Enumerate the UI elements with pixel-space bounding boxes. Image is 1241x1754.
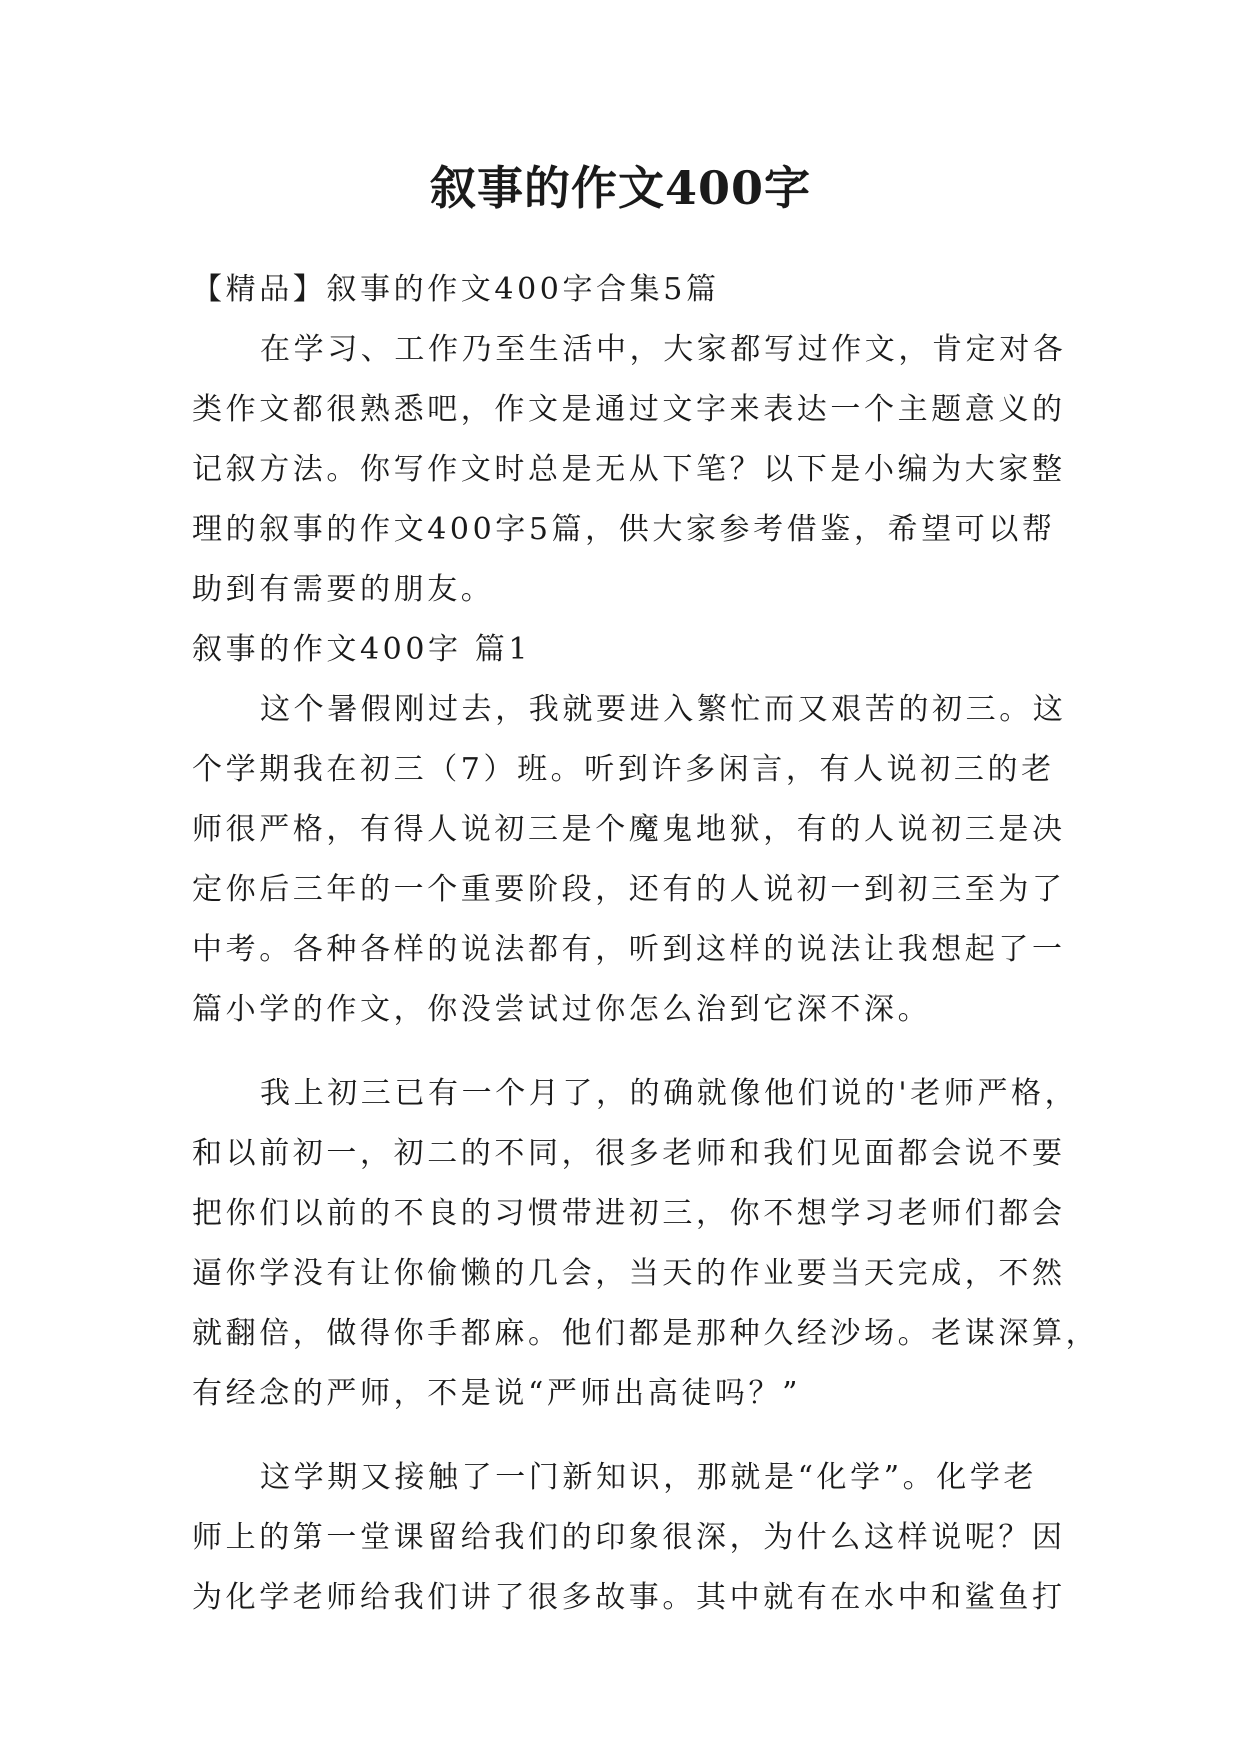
paragraph-line: 篇小学的作文，你没尝试过你怎么治到它深不深。: [192, 992, 932, 1027]
document-subtitle: 【精品】叙事的作文400字合集5篇: [192, 272, 720, 307]
paragraph-line: 我上初三已有一个月了，的确就像他们说的'老师严格，: [260, 1076, 1079, 1111]
intro-line: 理的叙事的作文400字5篇，供大家参考借鉴，希望可以帮: [192, 512, 1056, 547]
document-title: 叙事的作文400字: [429, 161, 812, 215]
paragraph-line: 个学期我在初三（7）班。听到许多闲言，有人说初三的老: [192, 752, 1055, 787]
paragraph-2: [192, 1064, 1100, 1424]
paragraph-line: 有经念的严师，不是说“严师出高徒吗？”: [192, 1376, 802, 1411]
paragraph-line: 把你们以前的不良的习惯带进初三，你不想学习老师们都会: [192, 1196, 1066, 1231]
paragraph-spacer: [192, 1424, 1062, 1448]
paragraph-line: 师很严格，有得人说初三是个魔鬼地狱，有的人说初三是决: [192, 812, 1066, 847]
section-heading: 叙事的作文400字 篇1: [192, 632, 532, 667]
paragraph-line: 这学期又接触了一门新知识，那就是“化学”。化学老: [260, 1460, 1038, 1495]
paragraph-3: [192, 1448, 1066, 1628]
paragraph-line: 为化学老师给我们讲了很多故事。其中就有在水中和鲨鱼打: [192, 1580, 1066, 1615]
intro-line: 记叙方法。你写作文时总是无从下笔？以下是小编为大家整: [192, 452, 1066, 487]
paragraph-line: 中考。各种各样的说法都有，听到这样的说法让我想起了一: [192, 932, 1066, 967]
paragraph-line: 和以前初一，初二的不同，很多老师和我们见面都会说不要: [192, 1136, 1066, 1171]
intro-line: 在学习、工作乃至生活中，大家都写过作文，肯定对各: [260, 332, 1067, 367]
paragraph-spacer: [192, 1040, 1062, 1064]
intro-line: 助到有需要的朋友。: [192, 572, 495, 607]
document-body: [192, 260, 1100, 1628]
intro-line: 类作文都很熟悉吧，作文是通过文字来表达一个主题意义的: [192, 392, 1066, 427]
paragraph-line: 就翻倍，做得你手都麻。他们都是那种久经沙场。老谋深算，: [192, 1316, 1100, 1351]
paragraph-line: 师上的第一堂课留给我们的印象很深，为什么这样说呢？因: [192, 1520, 1066, 1555]
paragraph-line: 逼你学没有让你偷懒的几会，当天的作业要当天完成，不然: [192, 1256, 1066, 1291]
intro-paragraph: [192, 320, 1067, 620]
paragraph-1: [192, 680, 1067, 1040]
paragraph-line: 定你后三年的一个重要阶段，还有的人说初一到初三至为了: [192, 872, 1066, 907]
paragraph-line: 这个暑假刚过去，我就要进入繁忙而又艰苦的初三。这: [260, 692, 1067, 727]
